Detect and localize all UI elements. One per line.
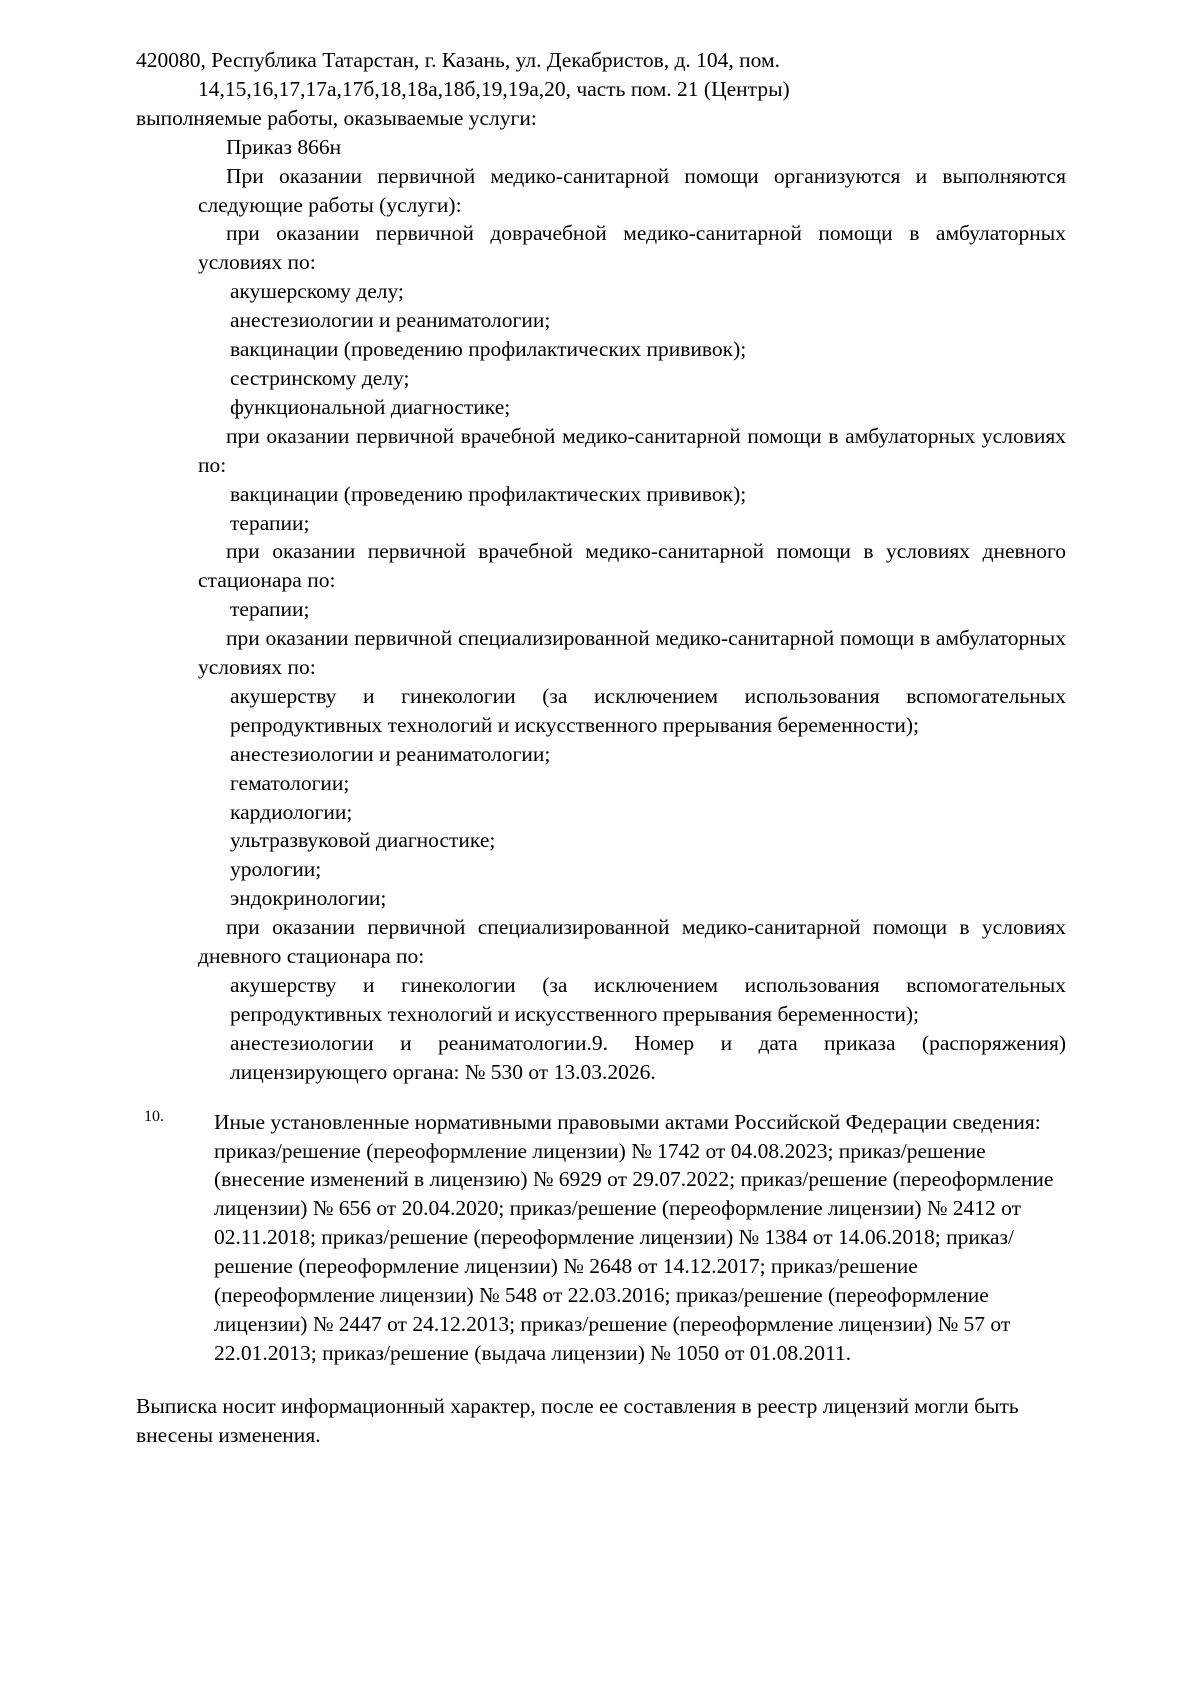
- facility-address: 420080, Республика Татарстан, г. Казань, ул. Декабристов, д. 104, пом. 14,15,16,17,17а,17б,18,18а,18б,19,19а,20, часть пом. 21 (Центры): [136, 48, 790, 101]
- section-item: анестезиологии и реаниматологии.9. Номер и дата приказа (распоряжения) лицензирующего органа: № 530 от 13.03.2026.: [230, 1030, 1066, 1084]
- section-item: урологии;: [230, 857, 322, 882]
- section-heading-2: при оказании первичной врачебной медико-санитарной помощи в условиях дневного стационара по:: [198, 539, 1066, 593]
- section-item: акушерству и гинекологии (за исключением использования вспомогательных репродуктивных технологий и искусственного прерывания беременности);: [230, 683, 1066, 737]
- section-heading-3: при оказании первичной специализированной медико-санитарной помощи в амбулаторных условиях по:: [198, 626, 1066, 680]
- section-item: терапии;: [230, 510, 310, 535]
- section-item: анестезиологии и реаниматологии;: [230, 308, 551, 333]
- clause-10-number: 10.: [144, 1107, 164, 1125]
- section-heading-1: при оказании первичной врачебной медико-санитарной помощи в амбулаторных условиях по:: [198, 423, 1066, 477]
- section-item: акушерскому делу;: [230, 279, 404, 304]
- section-item: акушерству и гинекологии (за исключением использования вспомогательных репродуктивных технологий и искусственного прерывания беременности);: [230, 973, 1066, 1026]
- intro-paragraph: При оказании первичной медико-санитарной помощи организуются и выполняются следующие работы (услуги):: [198, 163, 1066, 217]
- section-heading-4: при оказании первичной специализированной медико-санитарной помощи в условиях дневного стационара по:: [198, 915, 1066, 969]
- section-item: вакцинации (проведению профилактических прививок);: [230, 337, 747, 362]
- document-body: [136, 46, 1066, 1450]
- clause-10: [136, 1108, 1066, 1368]
- section-item: анестезиологии и реаниматологии;: [230, 741, 551, 766]
- section-item: сестринскому делу;: [230, 365, 410, 390]
- works-label: выполняемые работы, оказываемые услуги:: [136, 105, 537, 130]
- section-heading-0: при оказании первичной доврачебной медико-санитарной помощи в амбулаторных условиях по:: [198, 221, 1066, 275]
- order-label: Приказ 866н: [226, 134, 342, 159]
- section-item: терапии;: [230, 597, 310, 622]
- section-item: вакцинации (проведению профилактических прививок);: [230, 481, 747, 506]
- footer-note: Выписка носит информационный характер, после ее составления в реестр лицензий могли быть внесены изменения.: [136, 1393, 1019, 1447]
- section-item: кардиологии;: [230, 799, 353, 824]
- section-item: функциональной диагностике;: [230, 394, 511, 419]
- section-item: ультразвуковой диагностике;: [230, 828, 496, 853]
- clause-10-text: Иные установленные нормативными правовыми актами Российской Федерации сведения: приказ/решение (переоформление лицензии) № 1742 от 04.08.2023; приказ/решение (внесение изменений в лицензию) № 6929 от 29.07.2022; приказ/решение (переоформление лицензии) № 656 от 20.04.2020; приказ/решение (переоформление лицензии) № 2412 от 02.11.2018; приказ/решение (переоформление лицензии) № 1384 от 14.06.2018; приказ/решение (переоформление лицензии) № 2648 от 14.12.2017; приказ/решение (переоформление лицензии) № 548 от 22.03.2016; приказ/решение (переоформление лицензии) № 2447 от 24.12.2013; приказ/решение (переоформление лицензии) № 57 от 22.01.2013; приказ/решение (выдача лицензии) № 1050 от 01.08.2011.: [214, 1109, 1054, 1365]
- section-item: эндокринологии;: [230, 886, 387, 911]
- section-item: гематологии;: [230, 770, 350, 795]
